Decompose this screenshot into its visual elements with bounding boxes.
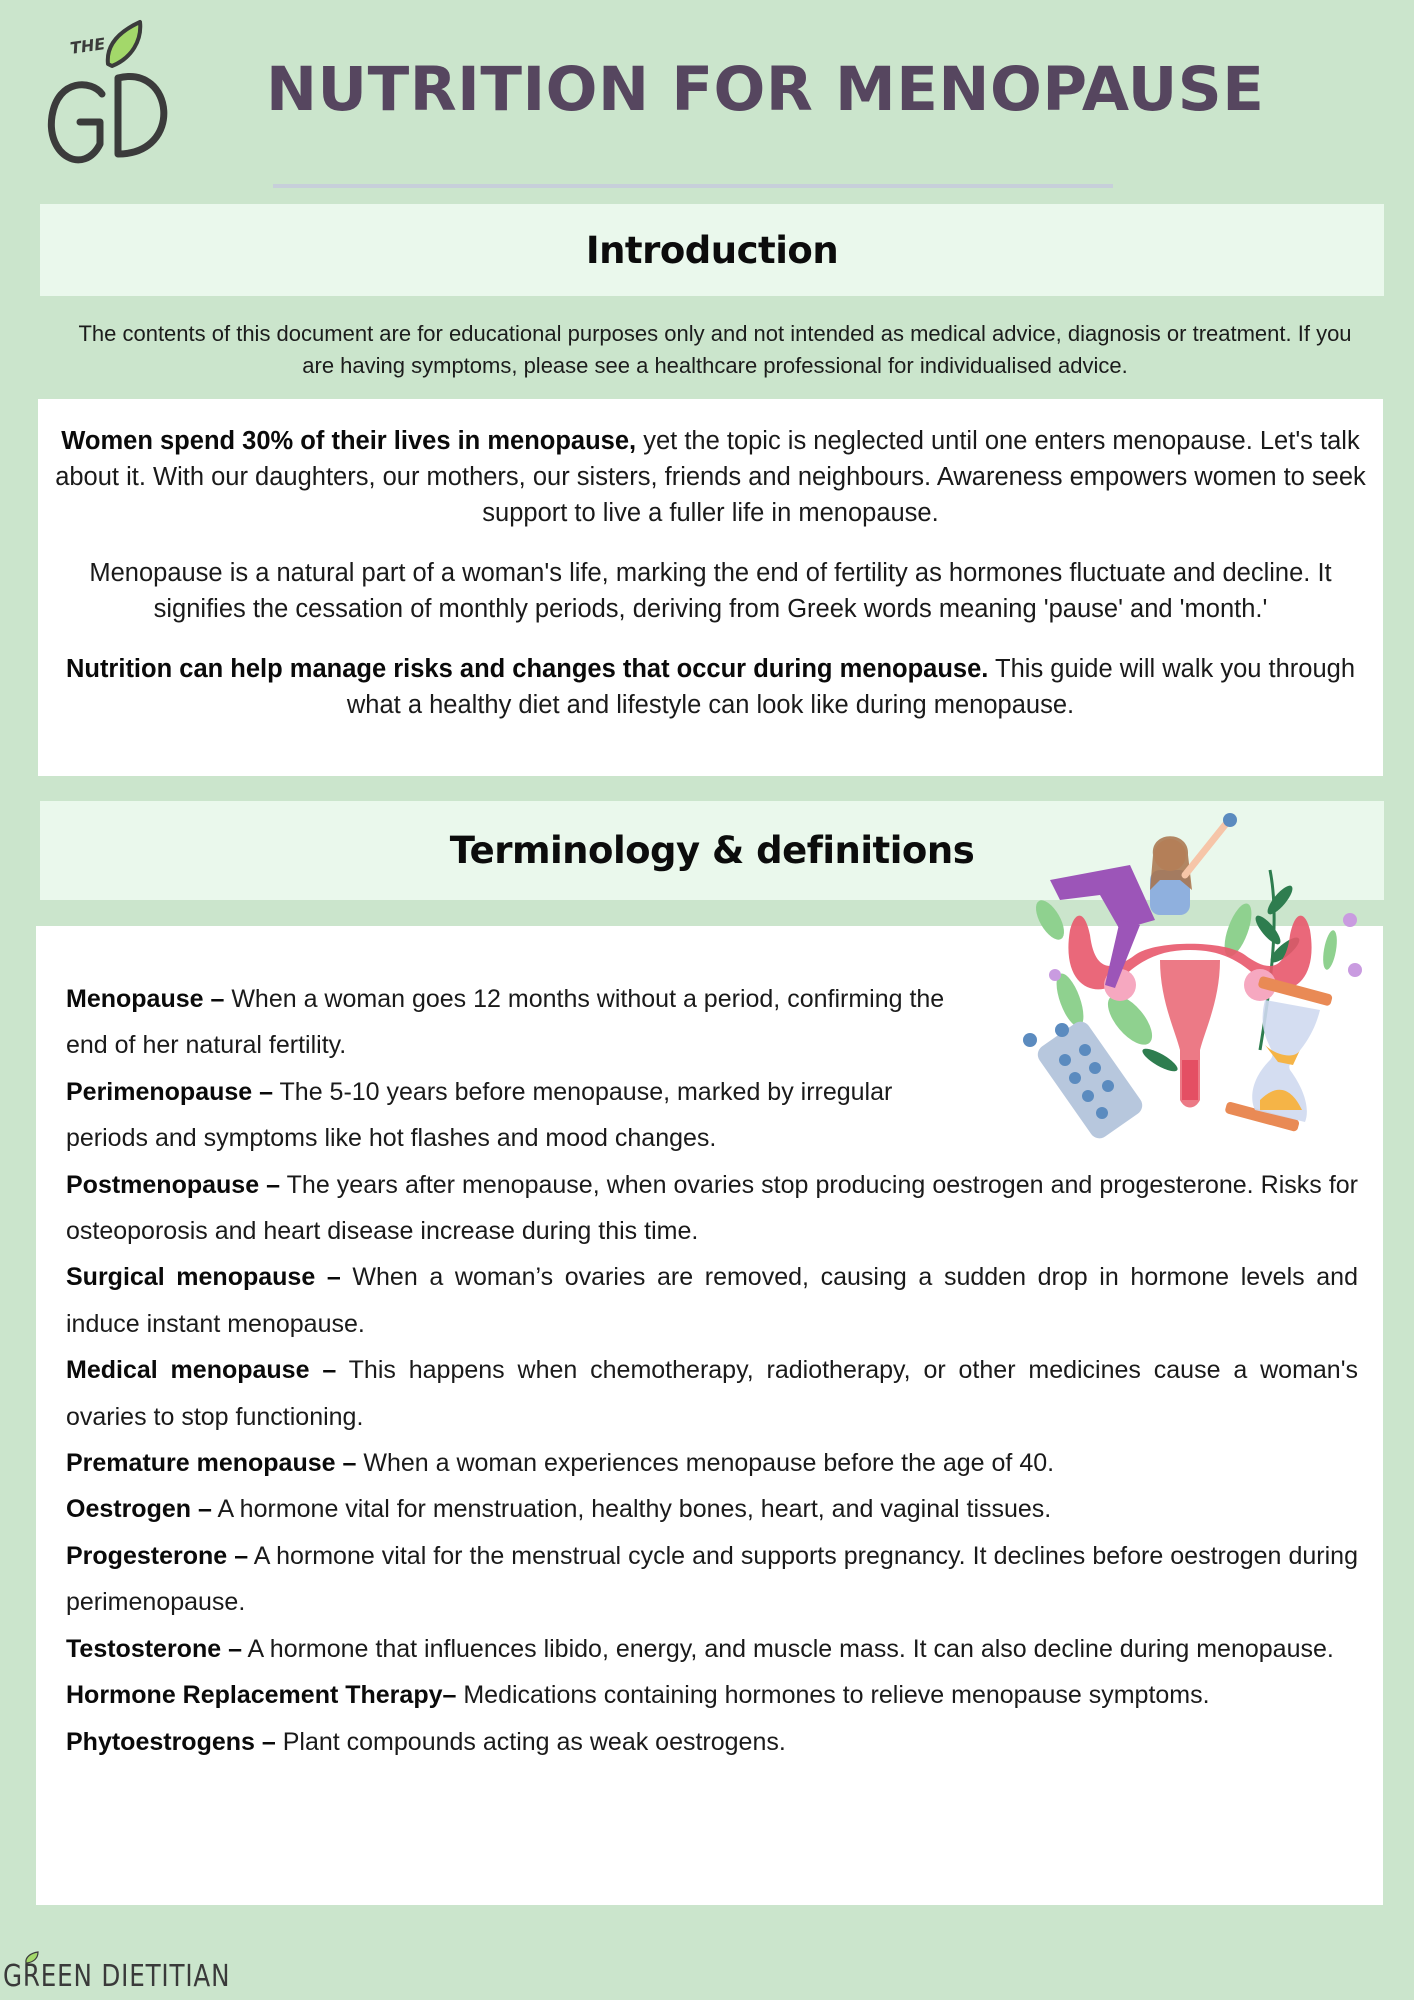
intro-paragraph-bold: Nutrition can help manage risks and changes that occur during menopause. [65, 655, 989, 683]
definition-item [66, 1254, 1358, 1347]
definition-term: Premature menopause – [66, 1449, 357, 1478]
definition-text: A hormone vital for the menstrual cycle and supports pregnancy. It declines before oestrogen during perimenopause. [66, 1541, 1358, 1617]
intro-paragraph [52, 555, 1369, 627]
intro-paragraph-text: Menopause is a natural part of a woman's life, marking the end of fertility as hormones fluctuate and decline. It signifies the cessation of monthly periods, deriving from Greek words meaning 'pause' and 'month.' [89, 559, 1332, 623]
hourglass-icon [1224, 976, 1333, 1133]
logo-graphic [44, 16, 184, 166]
definition-term: Perimenopause – [66, 1077, 274, 1106]
intro-paragraph [52, 651, 1369, 723]
definition-text: When a woman goes 12 months without a period, confirming the end of her natural fertility. [66, 985, 945, 1060]
definition-item [66, 976, 976, 1069]
definition-item [66, 1672, 1358, 1718]
definition-text: The 5-10 years before menopause, marked by irregular periods and symptoms like hot flashes and mood changes. [66, 1077, 893, 1153]
definition-term: Postmenopause – [66, 1170, 281, 1199]
definition-item [66, 1069, 966, 1162]
intro-paragraph-bold: Women spend 30% of their lives in menopause, [61, 427, 637, 455]
definition-term: Menopause – [66, 985, 225, 1013]
definition-text: A hormone that influences libido, energy, and muscle mass. It can also decline during menopause. [241, 1634, 1334, 1663]
definition-item [66, 1347, 1358, 1440]
definition-term: Oestrogen – [66, 1495, 212, 1524]
intro-paragraph [52, 423, 1369, 531]
definition-term: Medical menopause – [66, 1356, 337, 1385]
definition-term: Progesterone – [66, 1541, 249, 1570]
definition-term: Hormone Replacement Therapy– [66, 1681, 457, 1710]
definition-term: Surgical menopause – [66, 1263, 341, 1292]
definition-item [66, 1533, 1358, 1626]
definition-text: When a woman’s ovaries are removed, causing a sudden drop in hormone levels and induce instant menopause. [66, 1263, 1358, 1338]
svg-text:THE: THE [68, 34, 107, 58]
intro-paragraph-text: yet the topic is neglected until one enters menopause. Let's talk about it. With our daughters, our mothers, our sisters, friends and neighbours. Awareness empowers women to seek support to live a fuller life in menopause. [55, 427, 1366, 527]
definition-item [66, 1719, 1358, 1765]
definition-term: Testosterone – [66, 1634, 242, 1663]
definition-text: Plant compounds acting as weak oestrogens. [275, 1727, 786, 1756]
definition-text: The years after menopause, when ovaries stop producing oestrogen and progesterone. Risks for osteoporosis and heart disease increase during this time. [66, 1170, 1358, 1246]
definition-item [66, 1162, 1358, 1255]
disclaimer-text: The contents of this document are for educational purposes only and not intended as medical advice, diagnosis or treatment. If you are having symptoms, please see a healthcare professional for individualised advice. [78, 321, 1352, 378]
definition-item [66, 1626, 1358, 1672]
definition-text: When a woman experiences menopause before the age of 40. [356, 1449, 1055, 1478]
definition-text: A hormone vital for menstruation, healthy bones, heart, and vaginal tissues. [211, 1495, 1052, 1524]
brand-logo [44, 16, 184, 166]
definition-item [66, 1440, 1358, 1486]
page-title: NUTRITION FOR MENOPAUSE [266, 54, 1265, 125]
menopause-illustration [1010, 810, 1370, 1145]
definition-text: Medications containing hormones to relieve menopause symptoms. [456, 1681, 1210, 1710]
definition-item [66, 1486, 1358, 1532]
definition-text: This happens when chemotherapy, radiotherapy, or other medicines cause a woman's ovaries to stop functioning. [66, 1356, 1358, 1431]
definition-term: Phytoestrogens – [66, 1727, 276, 1756]
terminology-heading: Terminology & definitions [449, 829, 975, 872]
footer-brand-logo [3, 1955, 231, 1997]
introduction-heading: Introduction [585, 228, 839, 272]
footer-brand-text: GREEN DIETITIAN [3, 1959, 231, 1994]
introduction-heading-box [40, 204, 1384, 296]
intro-paragraph-text: This guide will walk you through what a healthy diet and lifestyle can look like during menopause. [346, 655, 1356, 719]
introduction-card [38, 399, 1383, 776]
leaf-icon [108, 22, 140, 66]
title-divider [273, 184, 1113, 188]
